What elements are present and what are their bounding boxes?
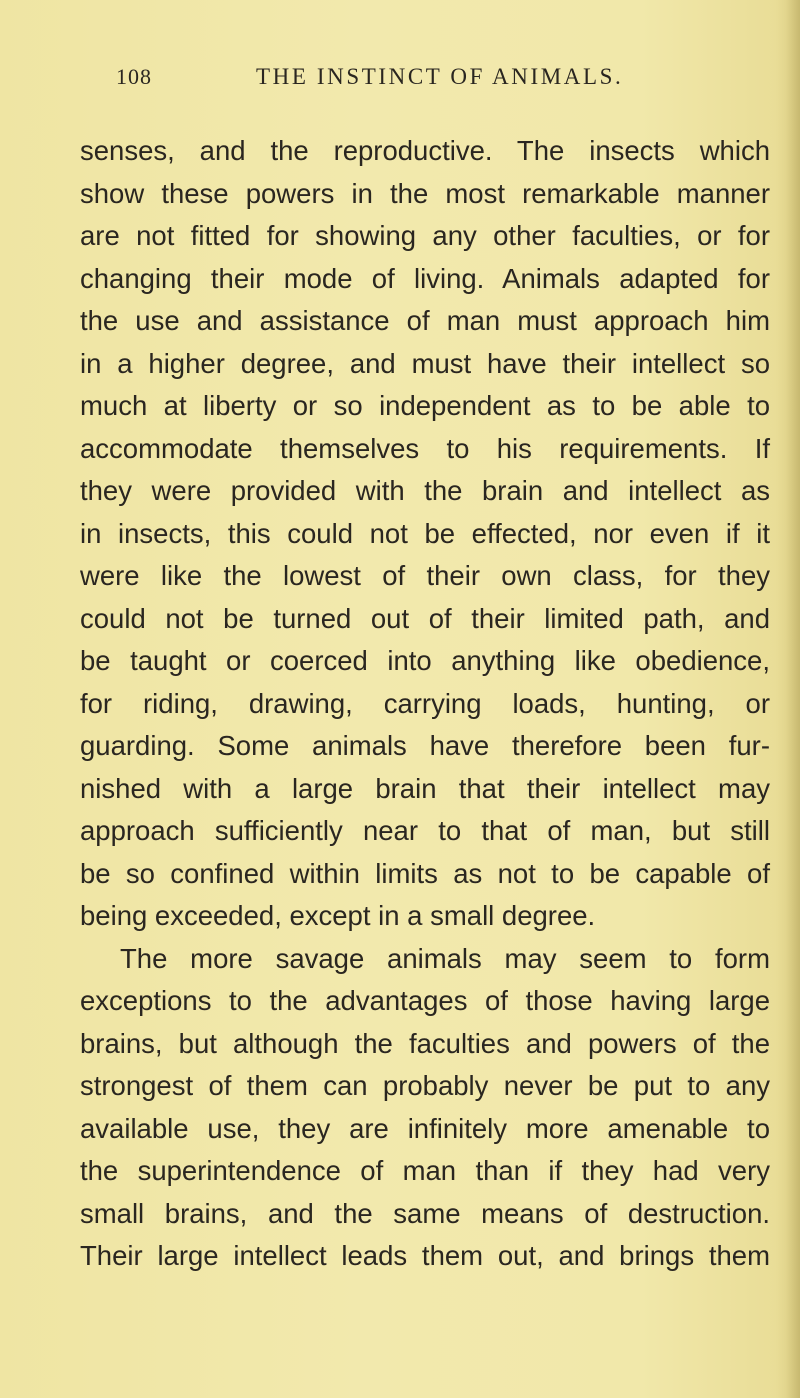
text-line: guarding. Some animals have therefore been fur- (80, 730, 770, 761)
text-line: they were provided with the brain and intellect as (80, 475, 770, 506)
text-line: be taught or coerced into anything like obedience, (80, 645, 770, 676)
text-line: the superintendence of man than if they had very (80, 1155, 770, 1186)
text-line: senses, and the reproductive. The insects which (80, 135, 770, 166)
text-line: in a higher degree, and must have their intellect so (80, 347, 770, 379)
text-line: approach sufficiently near to that of man, but still (80, 815, 770, 846)
text-line: show these powers in the most remarkable manner (80, 177, 770, 209)
text-line: be so confined within limits as not to be capable of (80, 857, 770, 889)
text-line: could not be turned out of their limited path, and (80, 602, 770, 634)
text-line: small brains, and the same means of destruction. (80, 1197, 770, 1229)
text-line: exceptions to the advantages of those having large (80, 985, 770, 1016)
text-line: nished with a large brain that their intellect may (80, 772, 770, 804)
text-line: the use and assistance of man must approach him (80, 305, 770, 336)
text-line: for riding, drawing, carrying loads, hunting, or (80, 687, 770, 719)
text-line: were like the lowest of their own class, for they (80, 560, 770, 591)
page-edge-shadow (786, 0, 800, 1398)
text-line: The more savage animals may seem to form (120, 942, 770, 974)
text-line: brains, but although the faculties and powers of the (80, 1027, 770, 1059)
text-line: much at liberty or so independent as to be able to (80, 390, 770, 421)
text-line: strongest of them can probably never be put to any (80, 1070, 770, 1101)
text-line: are not fitted for showing any other faculties, or for (80, 220, 770, 251)
text-line: Their large intellect leads them out, and brings them (80, 1240, 770, 1271)
text-line: being exceeded, except in a small degree. (80, 900, 596, 931)
text-line: available use, they are infinitely more amenable to (80, 1112, 770, 1144)
body-text (80, 130, 770, 1278)
text-line: accommodate themselves to his requirements. If (80, 432, 770, 464)
running-title: THE INSTINCT OF ANIMALS. (256, 64, 624, 89)
running-head (0, 60, 800, 96)
text-line: in insects, this could not be effected, nor even if it (80, 517, 770, 549)
text-line: changing their mode of living. Animals adapted for (80, 262, 770, 294)
page-number: 108 (116, 64, 152, 89)
